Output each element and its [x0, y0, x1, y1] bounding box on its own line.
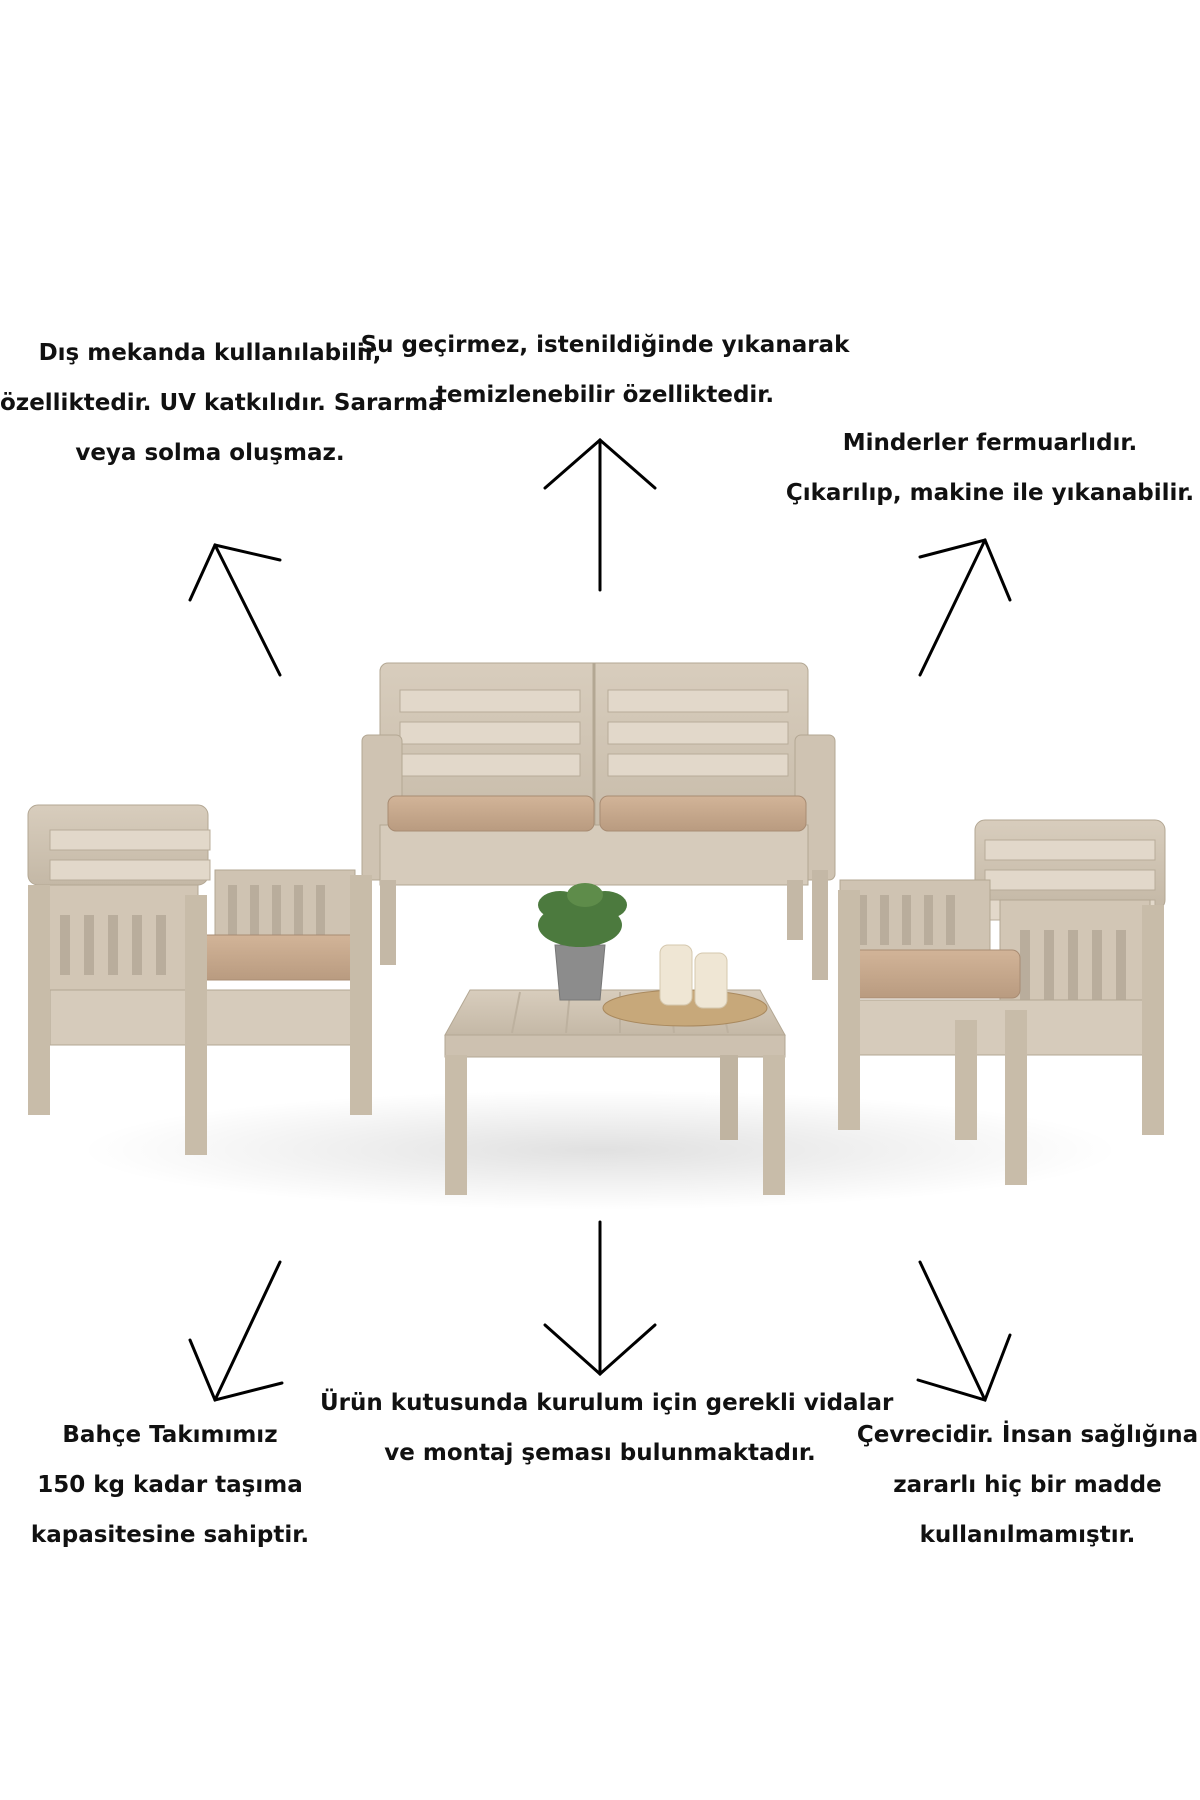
- caption-line: 150 kg kadar taşıma: [37, 1472, 303, 1498]
- caption-line: veya solma oluşmaz.: [75, 440, 345, 466]
- caption-line: ve montaj şeması bulunmaktadır.: [384, 1440, 816, 1466]
- caption-line: Bahçe Takımımız: [62, 1422, 278, 1448]
- caption-line: Dış mekanda kullanılabilir,: [38, 340, 382, 366]
- caption-line: Minderler fermuarlıdır.: [842, 430, 1138, 456]
- caption-line: özelliktedir. UV katkılıdır. Sararma: [0, 390, 444, 416]
- caption-line: kullanılmamıştır.: [919, 1522, 1136, 1548]
- caption-line: zararlı hiç bir madde: [893, 1472, 1162, 1498]
- caption-line: Çıkarılıp, makine ile yıkanabilir.: [785, 480, 1195, 506]
- caption-line: kapasitesine sahiptir.: [30, 1522, 310, 1548]
- caption-line: Ürün kutusunda kurulum için gerekli vidalar: [320, 1390, 894, 1416]
- caption-line: temizlenebilir özelliktedir.: [435, 382, 775, 408]
- caption-line: Su geçirmez, istenildiğinde yıkanarak: [360, 332, 850, 358]
- caption-line: Çevrecidir. İnsan sağlığına: [856, 1422, 1199, 1448]
